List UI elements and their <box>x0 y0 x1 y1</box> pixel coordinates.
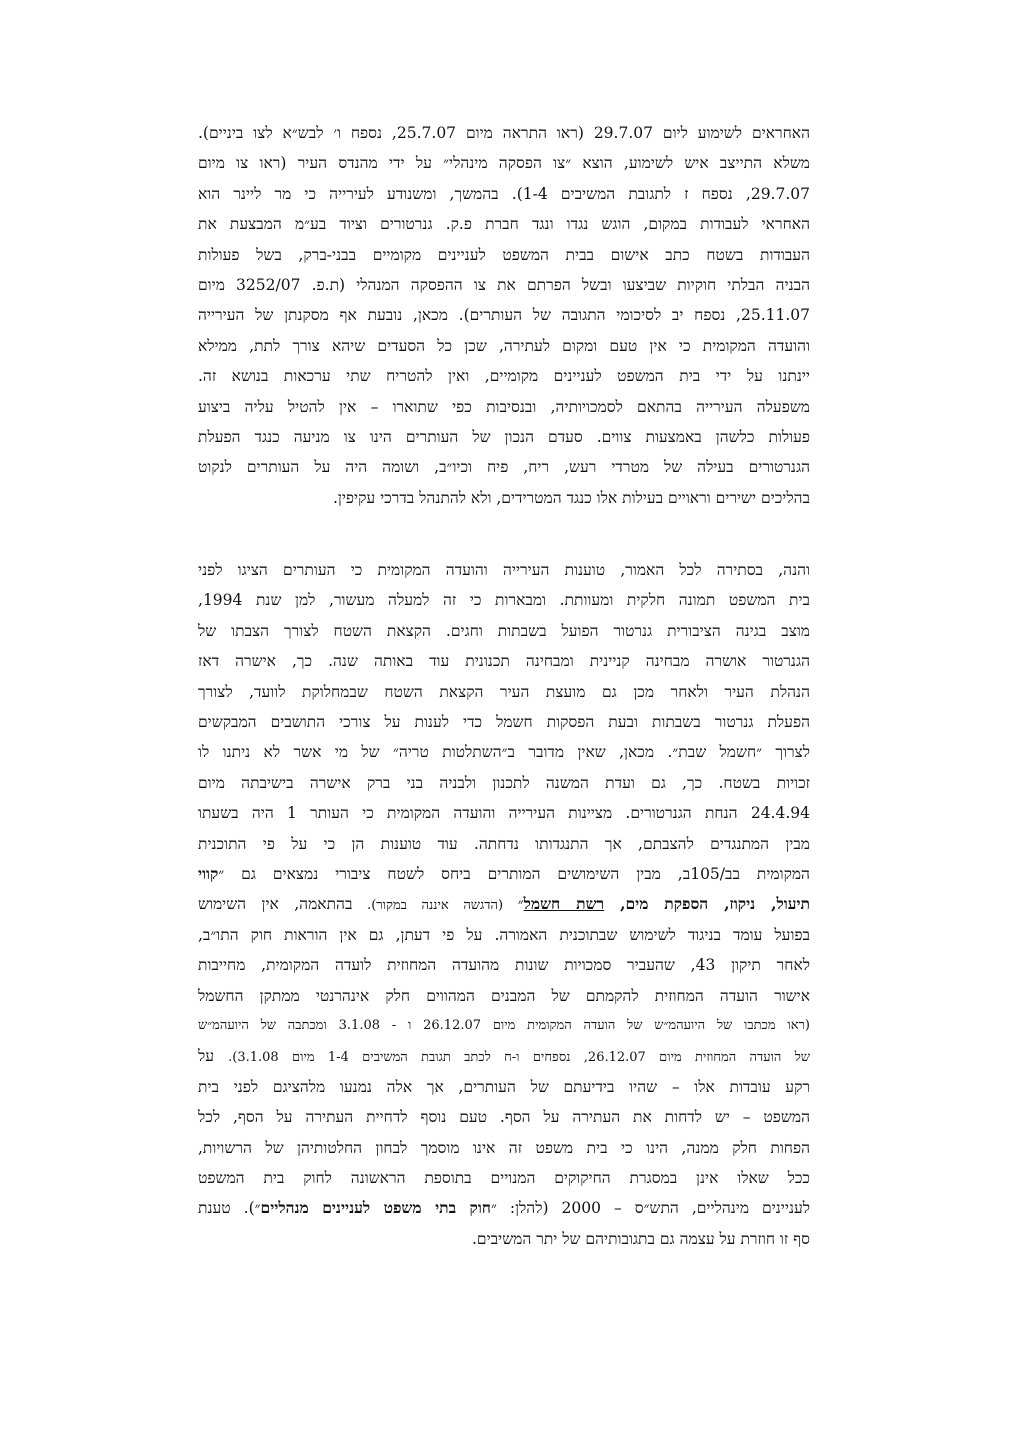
paragraph-1-line-5: העבודות בשטח כתב אישום בבית המשפט לעניינים מקומיים בבני-ברק, בשל פעולות <box>198 245 810 264</box>
paragraph-2-line-18: רקע עובדות אלו – שהיו בידיעתם של העותרים, אך אלה נמנעו מלהציגם לפני בית <box>198 1077 810 1096</box>
paragraph-2-line-4: הגנרטור אושרה מבחינה קניינית ומבחינה תכנונית עוד באותה שנה. כך, אישרה דאז <box>198 652 810 671</box>
paragraph-2-line-22 <box>198 1193 810 1223</box>
paragraph-1-line-8: והועדה המקומית כי אין טעם ומקום לעתירה, שכן כל הסעדים שיהא צורך לתת, ממילא <box>198 336 810 355</box>
paragraph-1-line-4: האחראי לעבודות במקום, הוגש נגדו ונגד חברת פ.ק. גנרטורים וציוד בע״מ המבצעת את <box>198 215 810 234</box>
paragraph-2-line-11 <box>198 859 810 889</box>
closing-quote: ״ <box>517 895 524 914</box>
paragraph-1-line-10: משפעלה העירייה בהתאם לסמכויותיה, ובנסיבות כפי שתוארו – אין להטיל עליה ביצוע <box>198 397 810 416</box>
paragraph-2-line-12 <box>198 889 810 919</box>
paragraph-2-line-21: ככל שאלו אינן במסגרת החיקוקים המנויים בתוספת הראשונה לחוק בית המשפט <box>198 1168 810 1187</box>
paragraph-2-line-8: זכויות בשטח. כך, גם ועדת המשנה לתכנון ולבניה בני ברק אישרה בישיבתה מיום <box>198 773 810 792</box>
quoted-bold-term: תיעול, ניקוז, הספקת מים, <box>604 894 810 914</box>
paragraph-1-line-3: 29.7.07, נספח ז לתגובת המשיבים 1-4). בהמשך, ומשנודע לעירייה כי מר ליינר הוא <box>198 184 810 203</box>
line-11-text: המקומית בב/105ב, מבין השימושים המותרים ביחס לשטח ציבורי נמצאים גם ״ <box>218 864 810 883</box>
paragraph-2-line-2: בית המשפט תמונה חלקית ומעוותת. ומבארות כי זה למעלה מעשור, למן שנת 1994, <box>198 591 810 610</box>
paragraph-2-line-15: אישור הועדה המחוזית להקמתם של המבנים המהווים חלק אינהרנטי ממתקן החשמל <box>198 986 810 1005</box>
paragraph-2-line-14: לאחר תיקון 43, שהעביר סמכויות שונות מהועדה המחוזית לועדה המקומית, מחייבות <box>198 956 810 975</box>
paragraph-2-line-17 <box>198 1041 810 1071</box>
line-12-text: בהתאמה, אין השימוש <box>198 895 353 914</box>
document-page <box>198 118 810 1254</box>
defined-term-law: חוק בתי משפט לעניינים מנהליים <box>260 1198 491 1218</box>
paragraph-2-line-20: הפחות חלק ממנה, הינו כי בית משפט זה אינו מוסמך לבחון החלטותיהן של הרשויות, <box>198 1138 810 1157</box>
paragraph-2 <box>198 555 810 1254</box>
paragraph-2-line-23: סף זו חוזרת על עצמה גם בתגובותיהם של יתר המשיבים. <box>472 1229 810 1248</box>
paragraph-2-line-19: המשפט – יש לדחות את העתירה על הסף. טעם נוסף לדחיית העתירה על הסף, לכל <box>198 1108 810 1127</box>
paragraph-1-line-6: הבניה הבלתי חוקיות שביצעו ובשל הפרתם את צו ההפסקה המנהלי (ת.פ. 3252/07 מיום <box>198 275 810 294</box>
paragraph-1-line-2: משלא התייצב איש לשימוע, הוצא ״צו הפסקה מינהלי״ על ידי מהנדס העיר (ראו צו מיום <box>198 154 810 173</box>
paragraph-2-line-3: מוצב בגינה הציבורית גנרטור הפועל בשבתות וחגים. הקצאת השטח לצורך הצבתו של <box>198 621 810 640</box>
paragraph-2-line-16: (ראו מכתבו של היועהמ״ש של הועדה המקומית מיום 26.12.07 ו - 3.1.08 ומכתבה של היועהמ״ש <box>198 1017 810 1033</box>
quoted-bold-term-start: קווי <box>198 863 219 883</box>
paragraph-1-line-13: בהליכים ישירים וראויים בעילות אלו כנגד המטרידים, ולא להתנהל בדרכי עקיפין. <box>332 488 810 507</box>
paragraph-2-line-1: והנה, בסתירה לכל האמור, טוענות העירייה והועדה המקומית כי העותרים הציגו לפני <box>198 561 810 580</box>
paragraph-1-line-12: הגנרטורים בעילה של מטרדי רעש, ריח, פיח וכיו״ב, ושומה היה על העותרים לנקוט <box>198 458 810 477</box>
paragraph-1-line-9: יינתנו על ידי בית המשפט לעניינים מקומיים, ואין להטריח שתי ערכאות בנושא זה. <box>198 367 810 386</box>
paragraph-2-line-10: מבין המתנגדים להצבתם, אך התנגדותו נדחתה. עוד טוענות הן כי על פי התוכנית <box>198 834 810 853</box>
line-22-text-start: לעניינים מינהליים, התש״ס – 2000 (להלן: ״ <box>490 1199 811 1218</box>
paragraph-1-line-11: פעולות כלשהן באמצעות צווים. סעדם הנכון של העותרים הינו צו מניעה כנגד הפעלת <box>198 427 810 446</box>
paragraph-2-line-7: לצרוך ״חשמל שבת״. מכאן, שאין מדובר ב״השתלטות טריה״ של מי אשר לא ניתנו לו <box>198 743 810 762</box>
paragraph-2-line-13: בפועל עומד בניגוד לשימוש שבתוכנית האמורה. על פי דעתן, גם אין הוראות חוק התו״ב, <box>198 925 810 944</box>
emphasis-note: (הדגשה איננה במקור). <box>352 898 518 914</box>
paragraph-2-line-5: הנהלת העיר ולאחר מכן גם מועצת העיר הקצאת השטח שבמחלוקת לוועד, לצורך <box>198 682 810 701</box>
paragraph-2-line-9: 24.4.94 הנחת הגנרטורים. מציינות העירייה והועדה המקומית כי העותר 1 היה בשעתו <box>198 804 810 823</box>
underlined-term-electric-grid: רשת חשמל <box>523 894 605 914</box>
paragraph-1-line-1: האחראים לשימוע ליום 29.7.07 (ראו התראה מיום 25.7.07, נספח ו׳ לבש״א לצו ביניים). <box>198 124 810 142</box>
paragraph-1 <box>198 118 810 513</box>
paragraph-1-line-7: 25.11.07, נספח יב לסיכומי התגובה של העותרים). מכאן, נובעת אף מסקנתן של העירייה <box>198 306 810 325</box>
line-17-text: על <box>198 1047 229 1066</box>
paragraph-gap <box>198 513 810 555</box>
line-22-text-end: ״). טענת <box>198 1199 261 1218</box>
paragraph-2-line-6: הפעלת גנרטור בשבתות ובעת הפסקות חשמל כדי לענות על צורכי התושבים המבקשים <box>198 713 810 732</box>
citation-text: של הועדה המחוזית מיום 26.12.07, נספחים ו-ח לכתב תגובת המשיבים 1-4 מיום 3.1.08). <box>228 1050 810 1066</box>
